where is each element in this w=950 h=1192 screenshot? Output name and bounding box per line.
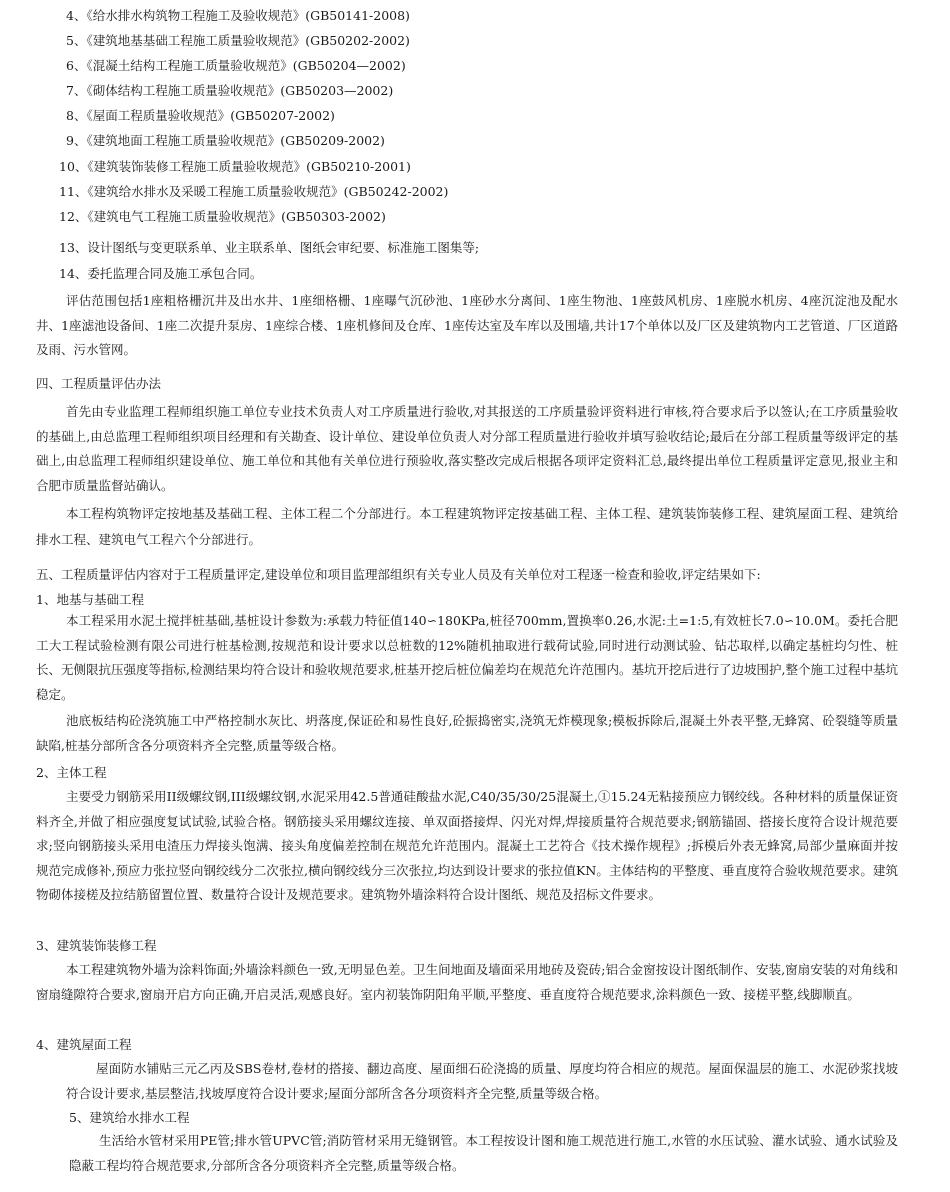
subsection-title: 4、建筑屋面工程 [36, 1037, 132, 1052]
standard-item: 6、《混凝土结构工程施工质量验收规范》(GB50204—2002) [66, 58, 406, 73]
subsection-title: 3、建筑装饰装修工程 [36, 938, 157, 953]
standard-item: 9、《建筑地面工程施工质量验收规范》(GB50209-2002) [66, 133, 385, 148]
body-paragraph: 首先由专业监理工程师组织施工单位专业技术负责人对工序质量进行验收,对其报送的工序质量验评资料进行审核,符合要求后予以签认;在工序质量验收的基础上,由总监理工程师组织项目经理和有关勘查、设计单位、建设单位负责人对分部工程质量进行验收并填写验收结论;最后在分部工程质量等级评定的基础上,由总监理工程师组织建设单位、施工单位和其他有关单位进行预验收,落实整改完成后根据各项评定资料汇总,最终提出单位工程质量评定意见,报业主和合肥市质量监督站确认。 [36, 404, 898, 493]
standard-item: 10、《建筑装饰装修工程施工质量验收规范》(GB50210-2001) [59, 159, 411, 174]
subsection-title: 1、地基与基础工程 [36, 592, 144, 607]
body-paragraph: 本工程构筑物评定按地基及基础工程、主体工程二个分部进行。本工程建筑物评定按基础工程、主体工程、建筑装饰装修工程、建筑屋面工程、建筑给排水工程、建筑电气工程六个分部进行。 [36, 506, 898, 547]
subsection-title: 5、建筑给水排水工程 [69, 1110, 190, 1125]
body-paragraph: 本工程建筑物外墙为涂料饰面;外墙涂料颜色一致,无明显色差。卫生间地面及墙面采用地砖及瓷砖;铝合金窗按设计图纸制作、安装,窗扇安装的对角线和窗扇缝隙符合要求,窗扇开启方向正确,开启灵活,观感良好。室内初装饰阴阳角平顺,平整度、垂直度符合规范要求,涂料颜色一致、接槎平整,线脚顺直。 [36, 962, 898, 1002]
section-heading: 五、工程质量评估内容对于工程质量评定,建设单位和项目监理部组织有关专业人员及有关单位对工程逐一检查和验收,评定结果如下: [36, 567, 761, 582]
standard-item: 8、《屋面工程质量验收规范》(GB50207-2002) [66, 108, 335, 123]
body-paragraph: 本工程采用水泥土搅拌桩基础,基桩设计参数为:承载力特征值140∽180KPa,桩径700mm,置换率0.26,水泥:土=1:5,有效桩长7.0∽10.0M。委托合肥工大工程试验检测有限公司进行桩基检测,按规范和设计要求以总桩数的12%随机抽取进行载荷试验,同时进行动测试验、钻芯取样,以确定基桩均匀性、桩长、无侧限抗压强度等指标,检测结果均符合设计和验收规范要求,桩基开挖后桩位偏差均在规范允许范围内。基坑开挖后进行了边坡围护,整个施工过程中基坑稳定。 [36, 613, 898, 702]
scope-paragraph: 评估范围包括1座粗格栅沉井及出水井、1座细格栅、1座曝气沉砂池、1座砂水分离间、1座生物池、1座鼓风机房、1座脱水机房、4座沉淀池及配水井、1座滤池设备间、1座二次提升泵房、1座综合楼、1座机修间及仓库、1座传达室及车库以及围墙,共计17个单体以及厂区及建筑物内工艺管道、厂区道路及雨、污水管网。 [36, 293, 898, 358]
body-paragraph: 池底板结构砼浇筑施工中严格控制水灰比、坍落度,保证砼和易性良好,砼振捣密实,浇筑无炸模现象;模板拆除后,混凝土外表平整,无蜂窝、砼裂缝等质量缺陷,桩基分部所含各分项资料齐全完整,质量等级合格。 [36, 713, 898, 753]
body-paragraph: 主要受力钢筋采用II级螺纹钢,III级螺纹钢,水泥采用42.5普通硅酸盐水泥,C40/35/30/25混凝土,①15.24无粘接预应力钢绞线。各种材料的质量保证资料齐全,并做了相应强度复试试验,试验合格。钢筋接头采用螺纹连接、单双面搭接焊、闪光对焊,焊接质量符合规范要求;钢筋锚固、搭接长度符合设计规范要求;竖向钢筋接头采用电渣压力焊接头饱满、接头角度偏差控制在规范允许范围内。混凝土工艺符合《技术操作规程》;拆模后外表无蜂窝,局部少量麻面并按规范完成修补,预应力张拉竖向钢绞线分二次张拉,横向钢绞线分三次张拉,均达到设计要求的张拉值KN。主体结构的平整度、垂直度符合验收规范要求。建筑物砌体接槎及拉结筋留置位置、数量符合设计及规范要求。建筑物外墙涂料符合设计图纸、规范及招标文件要求。 [36, 789, 898, 903]
standard-item: 7、《砌体结构工程施工质量验收规范》(GB50203—2002) [66, 83, 394, 98]
section-heading: 四、工程质量评估办法 [36, 376, 162, 391]
standard-item: 11、《建筑给水排水及采暖工程施工质量验收规范》(GB50242-2002) [59, 184, 449, 199]
body-paragraph: 屋面防水铺贴三元乙丙及SBS卷材,卷材的搭接、翻边高度、屋面细石砼浇捣的质量、厚度均符合相应的规范。屋面保温层的施工、水泥砂浆找坡符合设计要求,基层整洁,找坡厚度符合设计要求;屋面分部所含各分项资料齐全完整,质量等级合格。 [66, 1061, 898, 1101]
standard-item: 4、《给水排水构筑物工程施工及验收规范》(GB50141-2008) [66, 8, 410, 23]
basis-item: 14、委托监理合同及施工承包合同。 [59, 266, 263, 281]
subsection-title: 2、主体工程 [36, 765, 107, 780]
standard-item: 5、《建筑地基基础工程施工质量验收规范》(GB50202-2002) [66, 33, 410, 48]
body-paragraph: 生活给水管材采用PE管;排水管UPVC管;消防管材采用无缝钢管。本工程按设计图和施工规范进行施工,水管的水压试验、灌水试验、通水试验及隐蔽工程均符合规范要求,分部所含各分项资料齐全完整,质量等级合格。 [69, 1133, 898, 1173]
basis-item: 13、设计图纸与变更联系单、业主联系单、图纸会审纪要、标准施工图集等; [59, 240, 480, 255]
standard-item: 12、《建筑电气工程施工质量验收规范》(GB50303-2002) [59, 209, 386, 224]
